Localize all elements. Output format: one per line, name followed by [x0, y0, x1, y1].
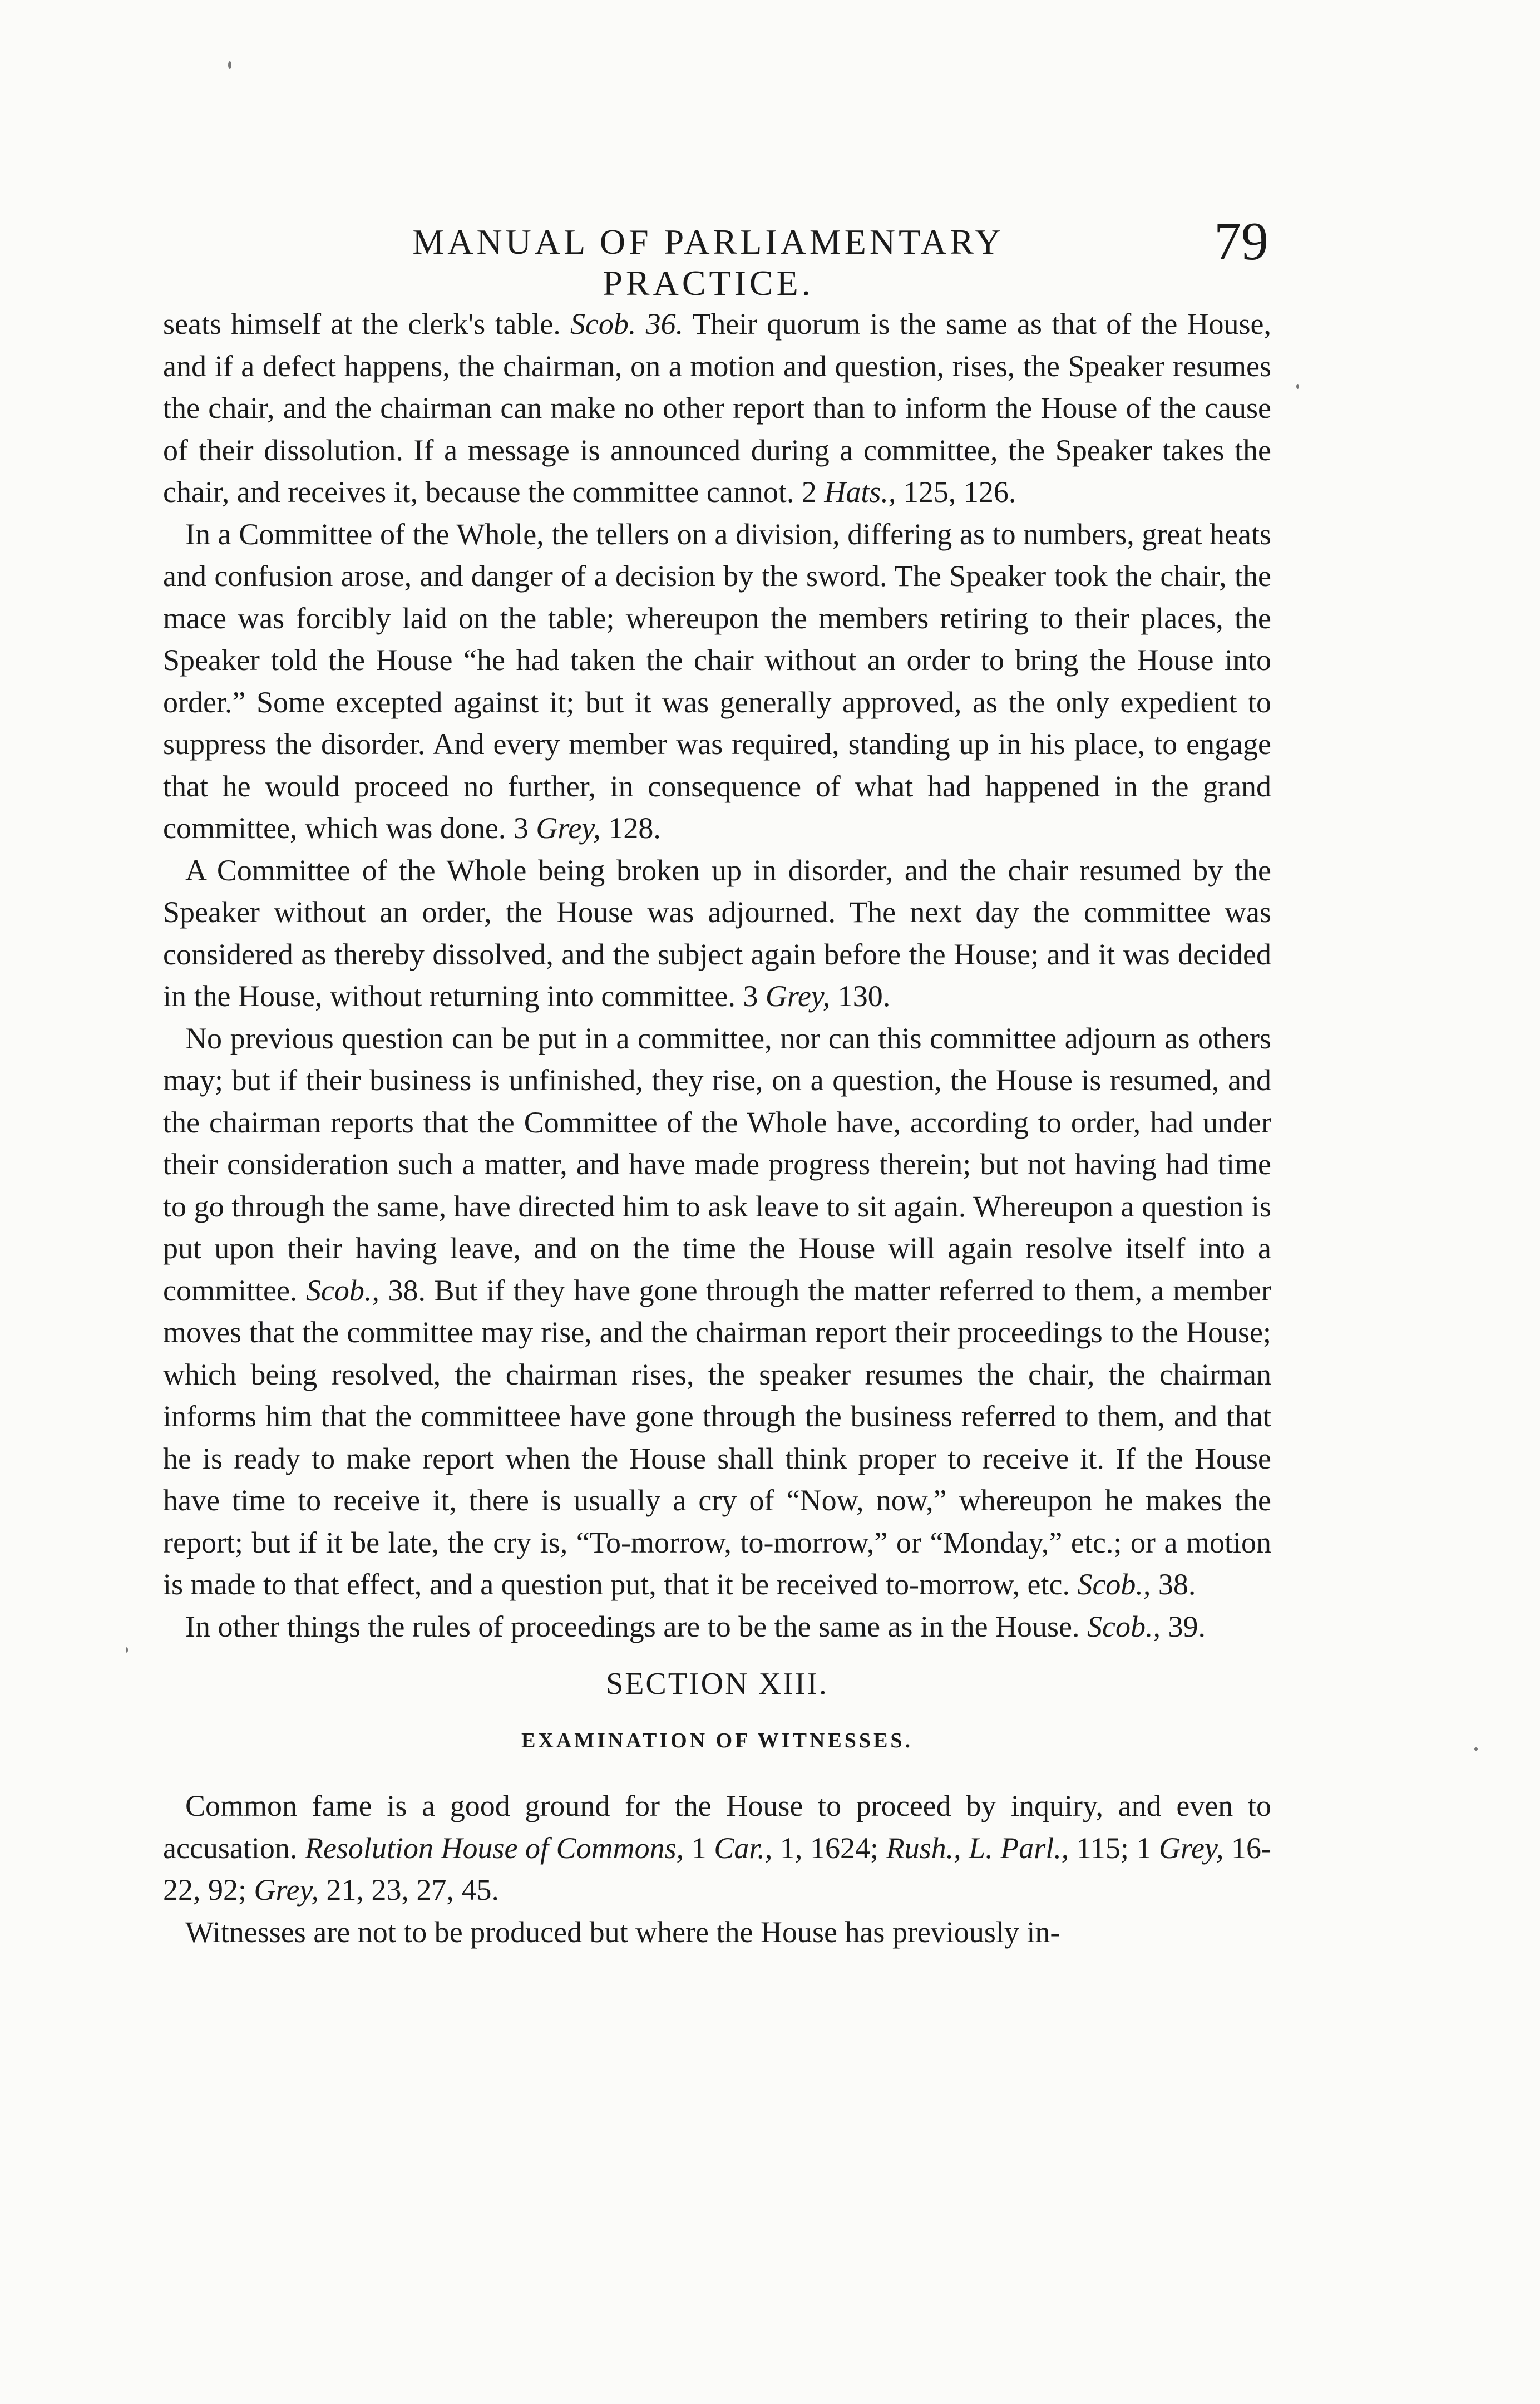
scan-speck: [228, 61, 231, 69]
running-title: MANUAL OF PARLIAMENTARY PRACTICE.: [412, 222, 1004, 303]
paragraph: In other things the rules of proceedings are to be the same as in the House. Scob., 39.: [185, 1609, 1206, 1643]
paragraph: Common fame is a good ground for the House to proceed by inquiry, and even to accusation. Resolution House of Commons, 1 Car., 1, 1624; Rush., L. Parl., 115; 1 Grey, 16-22, 92; Grey, 21, 23, 27, 45.: [163, 1789, 1272, 1907]
scan-speck: [1474, 1747, 1478, 1751]
paragraph: In a Committee of the Whole, the tellers on a division, differing as to numbers, great heats and confusion arose, and danger of a decision by the sword. The Speaker took the chair, the mace was forcibly laid on the table; whereupon the members retiring to their places, the Speaker told the House “he had taken the chair without an order to bring the House into order.” Some excepted against it; but it was generally approved, as the only expedient to suppress the disorder. And every member was required, standing up in his place, to engage that he would proceed no further, in consequence of what had happened in the grand committee, which was done. 3 Grey, 128.: [163, 517, 1271, 845]
scan-speck: [1296, 384, 1299, 389]
section-subtitle: EXAMINATION OF WITNESSES.: [521, 1728, 913, 1752]
section-title: SECTION XIII.: [606, 1667, 828, 1701]
scan-speck: [126, 1647, 128, 1653]
paragraph: A Committee of the Whole being broken up in disorder, and the chair resumed by the Speaker without an order, the House was adjourned. The next day the committee was considered as thereby dissolved, and the subject again before the House; and it was decided in the House, without returning into committee. 3 Grey, 130.: [163, 853, 1271, 1013]
body-text: [163, 303, 1271, 1953]
paragraph: seats himself at the clerk's table. Scob. 36. Their quorum is the same as that of the House, and if a defect happens, the chairman, on a motion and question, rises, the Speaker resumes the chair, and the chairman can make no other report than to inform the House of the cause of their dissolution. If a message is announced during a committee, the Speaker takes the chair, and receives it, because the committee cannot. 2 Hats., 125, 126.: [163, 307, 1272, 509]
paragraph: Witnesses are not to be produced but where the House has previously in-: [185, 1915, 1060, 1949]
paragraph: No previous question can be put in a committee, nor can this committee adjourn as others may; but if their business is unfinished, they rise, on a question, the House is resumed, and the chairman reports that the Committee of the Whole have, according to order, had under their consideration such a matter, and have made progress therein; but not having had time to go through the same, have directed him to ask leave to sit again. Whereupon a question is put upon their having leave, and on the time the House will again resolve itself into a committee. Scob., 38. But if they have gone through the matter referred to them, a member moves that the committee may rise, and the chairman report their proceedings to the House; which being resolved, the chairman rises, the speaker resumes the chair, the chairman informs him that the committeee have gone through the business referred to them, and that he is ready to make report when the House shall think proper to receive it. If the House have time to receive it, there is usually a cry of “Now, now,” whereupon he makes the report; but if it be late, the cry is, “To-morrow, to-morrow,” or “Monday,” etc.; or a motion is made to that effect, and a question put, that it be received to-morrow, etc. Scob., 38.: [163, 1021, 1271, 1601]
page-number: 79: [1214, 211, 1268, 272]
